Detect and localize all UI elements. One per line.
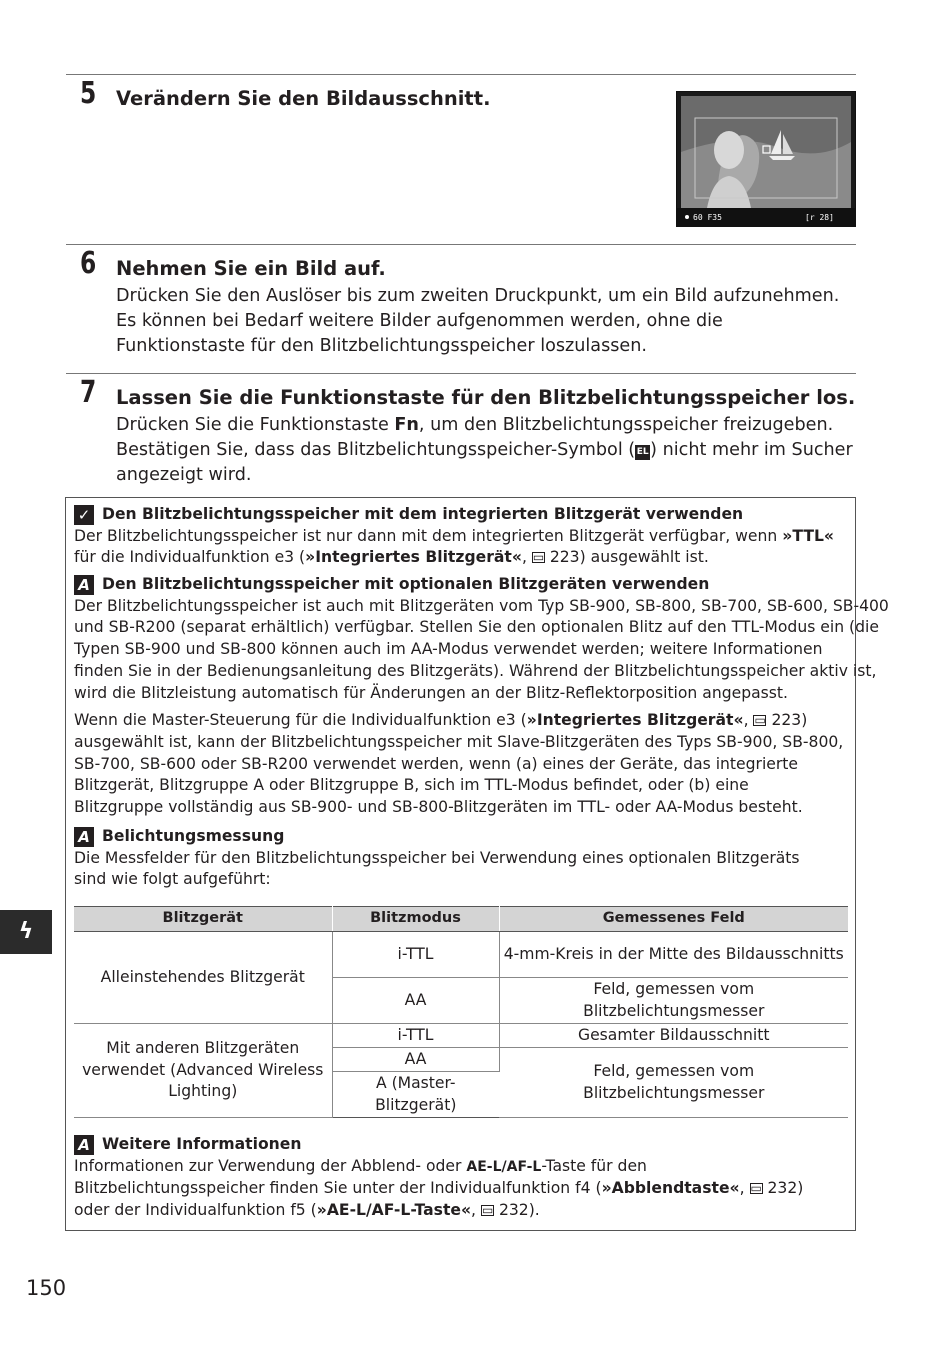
step-title: Lassen Sie die Funktionstaste für den Blitzbelichtungsspeicher los. (116, 386, 856, 409)
page-reference: 223) ausgewählt ist. (549, 548, 709, 567)
page-reference: 232) (767, 1179, 804, 1198)
note-icon: A (74, 1135, 94, 1155)
table-cell: i-TTL (332, 1024, 499, 1048)
note-title: Belichtungsmessung (102, 827, 285, 845)
table-row (74, 932, 848, 978)
table-cell: i-TTL (332, 932, 499, 978)
body-text: ) nicht mehr im Sucher (650, 440, 853, 460)
step-number: 6 (80, 246, 96, 281)
page-reference: 223) (771, 711, 808, 730)
manual-reference-icon: ▭ (532, 550, 545, 565)
note-icon: A (74, 827, 94, 847)
note-more-info (74, 1134, 849, 1222)
viewfinder-readout-left: 60 F35 (693, 213, 722, 222)
step-title: Nehmen Sie ein Bild auf. (116, 257, 386, 280)
note-line: finden Sie in der Bedienungsanleitung des Blitzgeräts). Während der Blitzbelichtungsspeicher aktiv ist, (74, 661, 877, 680)
note-text: oder der Individualfunktion f5 ( (74, 1201, 317, 1220)
note-title: Den Blitzbelichtungsspeicher mit dem integrierten Blitzgerät verwenden (102, 505, 744, 523)
check-icon: ✓ (74, 505, 94, 525)
body-line: Es können bei Bedarf weitere Bilder aufgenommen werden, ohne die (116, 311, 723, 331)
note-emphasis: »Abblendtaste« (601, 1179, 740, 1198)
table-cell: Alleinstehendes Blitzgerät (74, 932, 332, 1024)
viewfinder-readout-right: [r 28] (805, 213, 834, 222)
flash-lock-symbol-icon: EL (635, 445, 650, 460)
note-emphasis: »TTL« (782, 526, 834, 545)
body-line: Drücken Sie den Auslöser bis zum zweiten Druckpunkt, um ein Bild aufzunehmen. (116, 286, 840, 306)
note-text: , (521, 548, 532, 567)
step-number: 7 (80, 375, 96, 410)
table-cell: 4-mm-Kreis in der Mitte des Bildausschnitts (499, 932, 848, 978)
fn-key-label: Fn (394, 415, 419, 435)
viewfinder-illustration (676, 91, 856, 227)
note-text: , (471, 1201, 481, 1220)
page-number: 150 (26, 1276, 67, 1300)
note-line: Der Blitzbelichtungsspeicher ist auch mit Blitzgeräten vom Typ SB-900, SB-800, SB-700, SB-600, SB-400 (74, 596, 889, 615)
table-header: Gemessenes Feld (499, 907, 848, 932)
table-row (74, 1024, 848, 1048)
table-cell: A (Master-Blitzgerät) (332, 1072, 499, 1118)
table-cell: Gesamter Bildausschnitt (499, 1024, 848, 1048)
note-title: Weitere Informationen (102, 1135, 302, 1153)
note-line: Die Messfelder für den Blitzbelichtungsspeicher bei Verwendung eines optionalen Blitzgeräts (74, 848, 800, 867)
note-text: -Taste für den (541, 1156, 647, 1175)
step-title: Verändern Sie den Bildausschnitt. (116, 87, 491, 110)
body-text: , um den Blitzbelichtungsspeicher freizugeben. (418, 415, 834, 435)
table-cell: Feld, gemessen vom Blitzbelichtungsmesser (499, 1048, 848, 1118)
manual-reference-icon: ▭ (754, 713, 766, 728)
table-header: Blitzmodus (332, 907, 499, 932)
note-emphasis: »Integriertes Blitzgerät« (305, 548, 522, 567)
note-text: Informationen zur Verwendung der Abblend- oder (74, 1156, 467, 1175)
body-text: Drücken Sie die Funktionstaste (116, 415, 395, 435)
table-cell: Feld, gemessen vom Blitzbelichtungsmesser (499, 978, 848, 1024)
table-cell: AA (332, 978, 499, 1024)
note-icon: A (74, 575, 94, 595)
note-line: Blitzgruppe vollständig aus SB-900- und SB-800-Blitzgeräten im TTL- oder AA-Modus besteht. (74, 798, 803, 817)
note-line: ausgewählt ist, kann der Blitzbelichtungsspeicher mit Slave-Blitzgeräten des Typs SB-900, SB-800, (74, 732, 844, 751)
note-text: Blitzbelichtungsspeicher finden Sie unter der Individualfunktion f4 ( (74, 1179, 602, 1198)
note-emphasis: »Integriertes Blitzgerät« (526, 711, 744, 730)
viewfinder-image (677, 92, 855, 226)
step-body (116, 413, 861, 488)
note-emphasis: »AE-L/AF-L-Taste« (316, 1201, 472, 1220)
manual-reference-icon: ▭ (750, 1181, 762, 1196)
section-divider (66, 244, 856, 245)
note-metering (74, 826, 849, 891)
note-line: sind wie folgt aufgeführt: (74, 870, 271, 889)
body-line: Funktionstaste für den Blitzbelichtungsspeicher loszulassen. (116, 336, 647, 356)
step-body (116, 284, 861, 359)
page-reference: 232). (498, 1201, 540, 1220)
note-text: Der Blitzbelichtungsspeicher ist nur dann mit dem integrierten Blitzgerät verfügbar, wenn (74, 526, 783, 545)
table-header: Blitzgerät (74, 907, 332, 932)
note-integrated-flash (74, 504, 849, 569)
note-text: , (743, 711, 754, 730)
note-text: Wenn die Master-Steuerung für die Individualfunktion e3 ( (74, 711, 527, 730)
step-number: 5 (80, 76, 96, 111)
note-line: Blitzgerät, Blitzgruppe A oder Blitzgruppe B, sich im TTL-Modus befindet, oder (b) eine (74, 776, 749, 795)
section-divider (66, 74, 856, 75)
note-text: , (739, 1179, 750, 1198)
ae-af-lock-key-label: AE-L/AF-L (466, 1158, 542, 1175)
flash-icon: ϟ (0, 910, 52, 954)
table-cell: Mit anderen Blitzgeräten verwendet (Advanced Wireless Lighting) (74, 1024, 332, 1118)
note-line: SB-700, SB-600 oder SB-R200 verwendet werden, wenn (a) eines der Geräte, das integrierte (74, 754, 798, 773)
table-cell: AA (332, 1048, 499, 1072)
notes-box (65, 497, 889, 1231)
body-text: Bestätigen Sie, dass das Blitzbelichtungsspeicher-Symbol ( (116, 440, 636, 460)
note-line: wird die Blitzleistung automatisch für Änderungen an der Blitz-Reflektorposition angepasst. (74, 683, 788, 702)
note-line: und SB-R200 (separat erhältlich) verfügbar. Stellen Sie den optionalen Blitz auf den TTL-Modus ein (die (74, 618, 879, 637)
table-header-row (74, 907, 848, 932)
metering-table (74, 906, 848, 1118)
note-optional-flash (74, 574, 889, 819)
body-line: angezeigt wird. (116, 465, 252, 485)
manual-reference-icon: ▭ (481, 1203, 494, 1218)
note-title: Den Blitzbelichtungsspeicher mit optionalen Blitzgeräten verwenden (102, 575, 710, 593)
section-divider (66, 373, 856, 374)
note-line: Typen SB-900 und SB-800 können auch im AA-Modus verwendet werden; weitere Informationen (74, 640, 823, 659)
note-text: für die Individualfunktion e3 ( (74, 548, 306, 567)
